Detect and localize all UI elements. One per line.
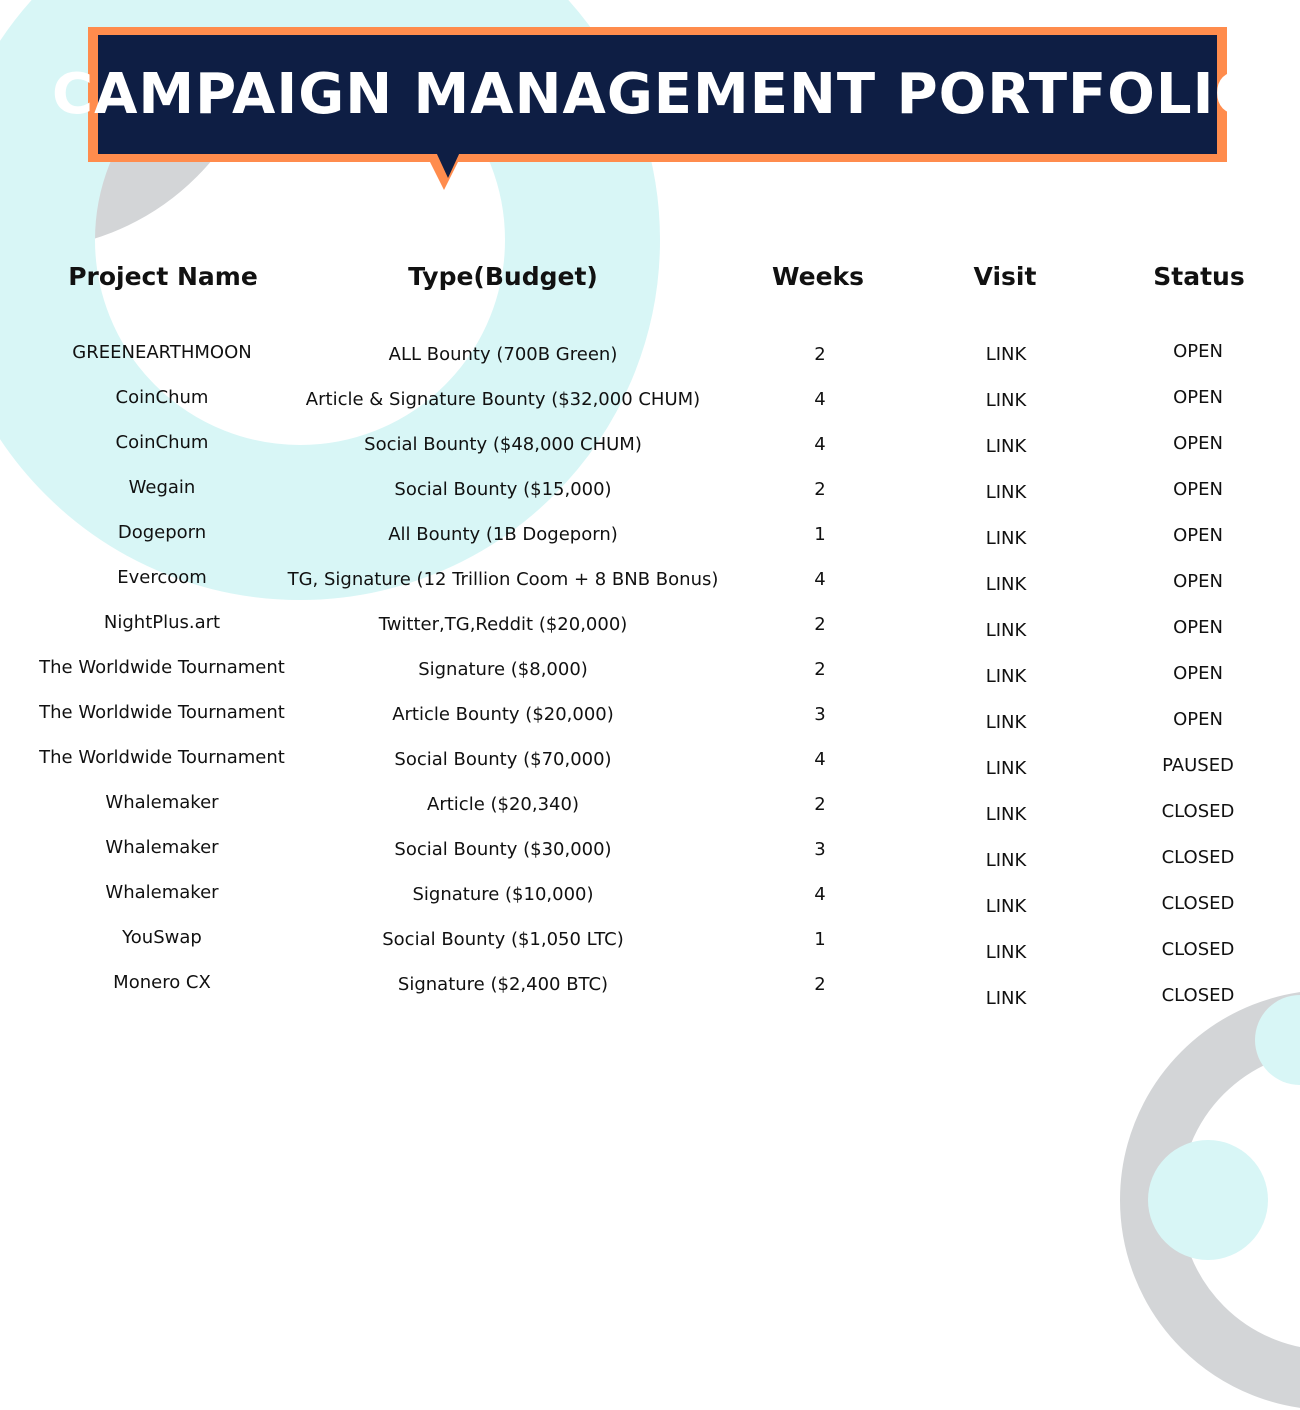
status-cell: CLOSED [1161,985,1235,1006]
weeks-cell: 4 [814,389,826,410]
status-cell: OPEN [1173,387,1223,408]
status-cell: CLOSED [1161,939,1235,960]
banner-pointer-inner [436,152,460,178]
weeks-cell: 1 [814,929,826,950]
type-budget-cell: Signature ($8,000) [418,659,588,680]
visit-link[interactable]: LINK [985,436,1027,457]
status-cell: OPEN [1173,433,1223,454]
visit-link[interactable]: LINK [985,620,1027,641]
type-budget-cell: Social Bounty ($15,000) [394,479,612,500]
project-name-cell: Dogeporn [117,522,207,543]
type-budget-cell: Social Bounty ($48,000 CHUM) [364,434,642,455]
type-budget-cell: Social Bounty ($70,000) [394,749,612,770]
type-budget-cell: Article ($20,340) [427,794,579,815]
type-budget-cell: TG, Signature (12 Trillion Coom + 8 BNB Bonus) [287,569,719,590]
visit-link[interactable]: LINK [985,666,1027,687]
visit-link[interactable]: LINK [985,390,1027,411]
status-cell: OPEN [1173,709,1223,730]
status-cell: OPEN [1173,617,1223,638]
visit-link[interactable]: LINK [985,528,1027,549]
project-name-cell: Whalemaker [105,837,219,858]
status-cell: CLOSED [1161,847,1235,868]
project-name-cell: The Worldwide Tournament [39,747,285,768]
project-name-cell: Monero CX [113,972,211,993]
type-budget-cell: All Bounty (1B Dogeporn) [388,524,618,545]
visit-link[interactable]: LINK [985,896,1027,917]
weeks-cell: 1 [814,524,826,545]
project-name-cell: The Worldwide Tournament [39,657,285,678]
type-budget-cell: Social Bounty ($1,050 LTC) [382,929,624,950]
project-name-cell: GREENEARTHMOON [72,342,252,363]
visit-link[interactable]: LINK [985,344,1027,365]
weeks-cell: 2 [814,614,826,635]
weeks-cell: 3 [814,839,826,860]
status-cell: OPEN [1173,571,1223,592]
status-cell: CLOSED [1161,801,1235,822]
visit-link[interactable]: LINK [985,574,1027,595]
header-project-name: Project Name [68,262,258,291]
project-name-cell: NightPlus.art [103,612,221,633]
project-name-cell: Whalemaker [105,882,219,903]
weeks-cell: 4 [814,749,826,770]
visit-link[interactable]: LINK [985,942,1027,963]
title-banner [51,27,1264,162]
status-cell: OPEN [1173,479,1223,500]
header-visit: Visit [973,262,1037,291]
project-name-cell: YouSwap [122,927,202,948]
project-name-cell: CoinChum [115,387,209,408]
visit-link[interactable]: LINK [985,804,1027,825]
visit-link[interactable]: LINK [985,758,1027,779]
type-budget-cell: Signature ($10,000) [412,884,594,905]
type-budget-cell: ALL Bounty (700B Green) [388,344,618,365]
project-name-cell: Wegain [128,477,196,498]
decorative-circle-cyan-2 [1148,1140,1268,1260]
type-budget-cell: Signature ($2,400 BTC) [397,974,609,995]
project-name-cell: Whalemaker [105,792,219,813]
header-type-budget: Type(Budget) [408,262,598,291]
status-cell: PAUSED [1162,755,1234,776]
status-cell: OPEN [1173,525,1223,546]
visit-link[interactable]: LINK [985,988,1027,1009]
visit-link[interactable]: LINK [985,712,1027,733]
status-cell: CLOSED [1161,893,1235,914]
title-banner-inner [51,35,1264,154]
weeks-cell: 3 [814,704,826,725]
status-cell: OPEN [1173,341,1223,362]
visit-link[interactable]: LINK [985,482,1027,503]
type-budget-cell: Social Bounty ($30,000) [394,839,612,860]
page-title: CAMPAIGN MANAGEMENT PORTFOLIO [51,62,1264,127]
weeks-cell: 4 [814,569,826,590]
weeks-cell: 4 [814,434,826,455]
header-weeks: Weeks [771,262,865,291]
weeks-cell: 2 [814,344,826,365]
weeks-cell: 2 [814,479,826,500]
weeks-cell: 4 [814,884,826,905]
weeks-cell: 2 [814,659,826,680]
visit-link[interactable]: LINK [985,850,1027,871]
project-name-cell: The Worldwide Tournament [39,702,285,723]
status-cell: OPEN [1173,663,1223,684]
project-name-cell: CoinChum [115,432,209,453]
type-budget-cell: Twitter,TG,Reddit ($20,000) [378,614,628,635]
weeks-cell: 2 [814,794,826,815]
type-budget-cell: Article & Signature Bounty ($32,000 CHUM) [305,389,701,410]
project-name-cell: Evercoom [117,567,207,588]
header-status: Status [1153,262,1245,291]
weeks-cell: 2 [814,974,826,995]
type-budget-cell: Article Bounty ($20,000) [392,704,614,725]
